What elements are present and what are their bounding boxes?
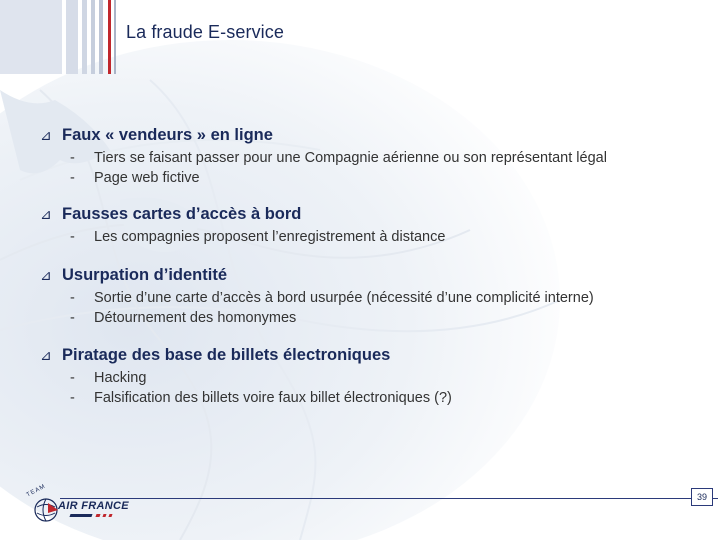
logo-team-text: TEAM <box>25 483 47 499</box>
section-eticket-hacking <box>40 344 452 408</box>
dash-marker: - <box>70 290 75 306</box>
item-text: Détournement des homonymes <box>94 310 297 326</box>
list-item <box>40 308 594 328</box>
dash-marker: - <box>70 310 75 326</box>
bullet-icon: ⊿ <box>40 347 52 363</box>
page-number: 39 <box>691 488 713 506</box>
item-text: Falsification des billets voire faux billet électroniques (?) <box>94 390 452 406</box>
section-title: Faux « vendeurs » en ligne <box>62 125 273 144</box>
header-block <box>91 0 95 74</box>
dash-marker: - <box>70 170 75 186</box>
item-text: Tiers se faisant passer pour une Compagnie aérienne ou son représentant légal <box>94 150 607 166</box>
header-block <box>99 0 103 74</box>
section-fake-sellers <box>40 124 607 188</box>
section-title: Fausses cartes d’accès à bord <box>62 204 302 223</box>
footer-divider <box>60 498 718 499</box>
list-item <box>40 148 607 168</box>
section-fake-boarding-passes <box>40 203 445 247</box>
bullet-icon: ⊿ <box>40 267 52 283</box>
list-item <box>40 368 452 388</box>
section-identity-theft <box>40 264 594 328</box>
slide-title: La fraude E-service <box>126 22 284 42</box>
dash-marker: - <box>70 370 75 386</box>
logo-brand-text: AIR FRANCE <box>58 500 129 512</box>
header-block <box>114 0 116 74</box>
dash-marker: - <box>70 390 75 406</box>
bullet-icon: ⊿ <box>40 127 52 143</box>
list-item <box>40 288 594 308</box>
item-text: Les compagnies proposent l’enregistrement à distance <box>94 229 446 245</box>
header-block <box>82 0 87 74</box>
list-item <box>40 227 445 247</box>
section-title: Usurpation d’identité <box>62 265 227 284</box>
item-text: Page web fictive <box>94 170 200 186</box>
dash-marker: - <box>70 229 75 245</box>
section-title: Piratage des base de billets électroniques <box>62 345 391 364</box>
list-item <box>40 388 452 408</box>
air-france-logo <box>24 483 144 528</box>
header-block <box>0 0 62 74</box>
bullet-icon: ⊿ <box>40 206 52 222</box>
dash-marker: - <box>70 150 75 166</box>
list-item <box>40 168 607 188</box>
item-text: Hacking <box>94 370 147 386</box>
header-decoration <box>0 0 118 74</box>
item-text: Sortie d’une carte d’accès à bord usurpée (nécessité d’une complicité interne) <box>94 290 594 306</box>
header-accent <box>108 0 111 74</box>
header-block <box>66 0 78 74</box>
